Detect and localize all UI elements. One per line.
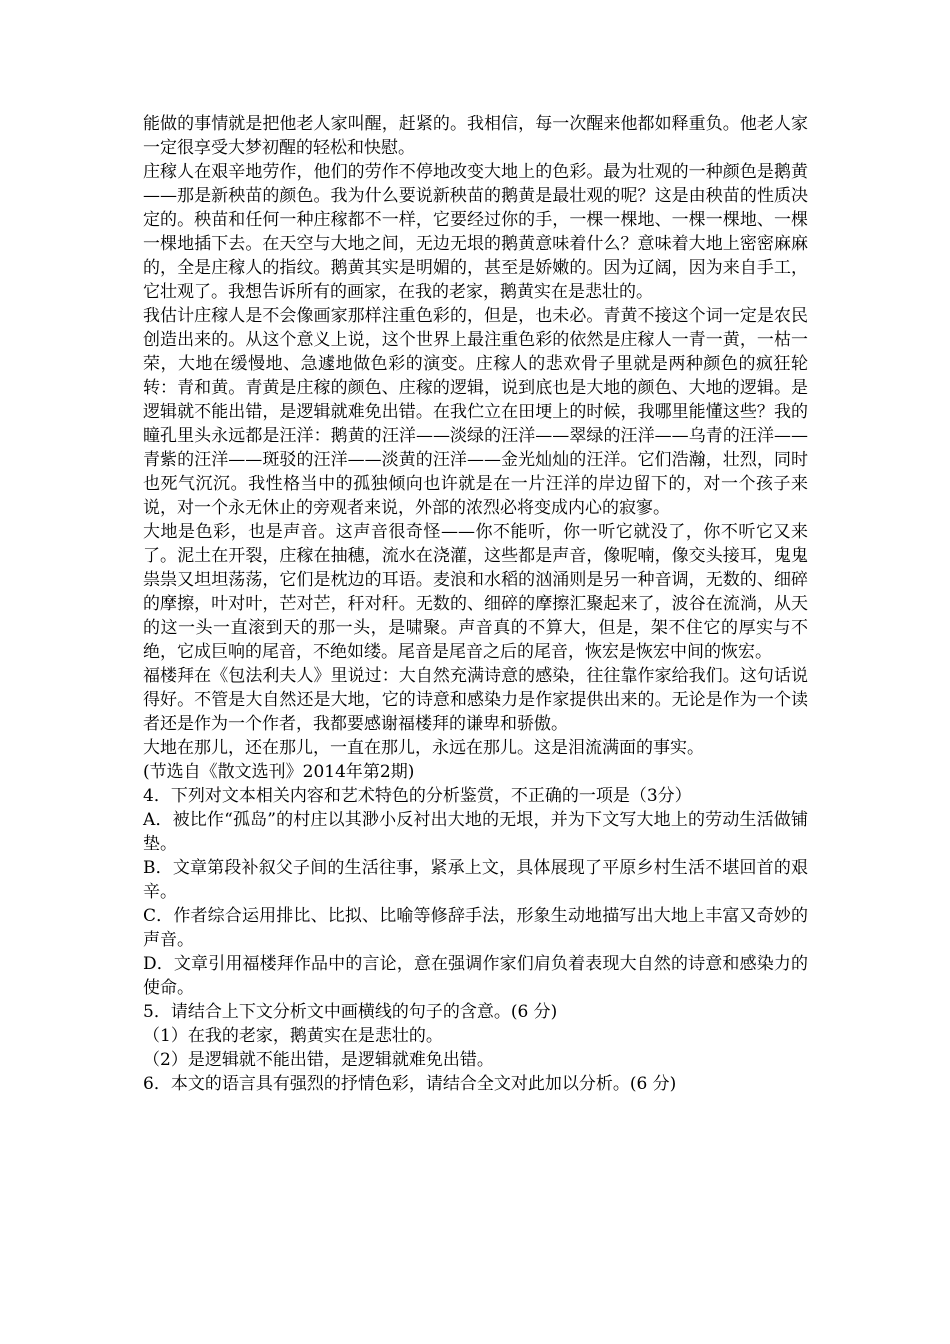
article-paragraph-5: 福楼拜在《包法利夫人》里说过：大自然充满诗意的感染，往往靠作家给我们。这句话说得好。不管是大自然还是大地，它的诗意和感染力是作家提供出来的。无论是作为一个读者还是作为一个作者，我都要感谢福楼拜的谦卑和骄傲。 [143, 666, 808, 734]
article-paragraph-3: 我估计庄稼人是不会像画家那样注重色彩的，但是，也未必。青黄不接这个词一定是农民创造出来的。从这个意义上说，这个世界上最注重色彩的依然是庄稼人一青一黄，一枯一荣，大地在缓慢地、急遽地做色彩的演变。庄稼人的悲欢骨子里就是两种颜色的疯狂轮转：青和黄。青黄是庄稼的颜色、庄稼的逻辑，说到底也是大地的颜色、大地的逻辑。是逻辑就不能出错，是逻辑就难免出错。在我伫立在田埂上的时候，我哪里能懂这些？我的瞳孔里头永远都是汪洋：鹅黄的汪洋——淡绿的汪洋——翠绿的汪洋——乌青的汪洋——青紫的汪洋——斑驳的汪洋——淡黄的汪洋——金光灿灿的汪洋。它们浩瀚，壮烈，同时也死气沉沉。我性格当中的孤独倾向也许就是在一片汪洋的岸边留下的，对一个孩子来说，对一个永无休止的旁观者来说，外部的浓烈必将变成内心的寂寥。 [143, 306, 808, 518]
question-4-option-d: D．文章引用福楼拜作品中的言论，意在强调作家们肩负着表现大自然的诗意和感染力的使命。 [143, 954, 808, 998]
question-5-item-1: （1）在我的老家，鹅黄实在是悲壮的。 [143, 1026, 443, 1046]
article-paragraph-2: 庄稼人在艰辛地劳作，他们的劳作不停地改变大地上的色彩。最为壮观的一种颜色是鹅黄——那是新秧苗的颜色。我为什么要说新秧苗的鹅黄是最壮观的呢？这是由秧苗的性质决定的。秧苗和任何一种庄稼都不一样，它要经过你的手，一棵一棵地、一棵一棵地、一棵一棵地插下去。在天空与大地之间，无边无垠的鹅黄意味着什么？意味着大地上密密麻麻的，全是庄稼人的指纹。鹅黄其实是明媚的，甚至是娇嫩的。因为辽阔，因为来自手工，它壮观了。我想告诉所有的画家，在我的老家，鹅黄实在是悲壮的。 [143, 162, 808, 302]
question-5-stem: 5．请结合上下文分析文中画横线的句子的含意。(6 分) [143, 1002, 558, 1022]
question-4-option-a: A．被比作“孤岛”的村庄以其渺小反衬出大地的无垠，并为下文写大地上的劳动生活做铺垫。 [143, 810, 808, 854]
article-paragraph-6: 大地在那儿，还在那儿，一直在那儿，永远在那儿。这是泪流满面的事实。 [143, 738, 704, 758]
document-page [143, 112, 808, 1096]
question-6-stem: 6．本文的语言具有强烈的抒情色彩，请结合全文对此加以分析。(6 分) [143, 1074, 677, 1094]
question-4-stem: 4．下列对文本相关内容和艺术特色的分析鉴赏，不正确的一项是（3分） [143, 786, 692, 806]
question-5-item-2: （2）是逻辑就不能出错，是逻辑就难免出错。 [143, 1050, 494, 1070]
article-paragraph-4: 大地是色彩，也是声音。这声音很奇怪——你不能听，你一听它就没了，你不听它又来了。泥土在开裂，庄稼在抽穗，流水在浇灌，这些都是声音，像呢喃，像交头接耳，鬼鬼祟祟又坦坦荡荡，它们是枕边的耳语。麦浪和水稻的汹涌则是另一种音调，无数的、细碎的摩擦，叶对叶，芒对芒，秆对秆。无数的、细碎的摩擦汇聚起来了，波谷在流淌，从天的这一头一直滚到天的那一头，是啸聚。声音真的不算大，但是，架不住它的厚实与不绝，它成巨响的尾音，不绝如缕。尾音是尾音之后的尾音，恢宏是恢宏中间的恢宏。 [143, 522, 808, 662]
article-paragraph-1: 能做的事情就是把他老人家叫醒，赶紧的。我相信，每一次醒来他都如释重负。他老人家一定很享受大梦初醒的轻松和快慰。 [143, 114, 808, 158]
question-4-option-b: B．文章第段补叙父子间的生活往事，紧承上文，具体展现了平原乡村生活不堪回首的艰辛。 [143, 858, 808, 902]
article-source: (节选自《散文选刊》2014年第2期) [143, 762, 415, 782]
question-4-option-c: C．作者综合运用排比、比拟、比喻等修辞手法，形象生动地描写出大地上丰富又奇妙的声音。 [143, 906, 808, 950]
